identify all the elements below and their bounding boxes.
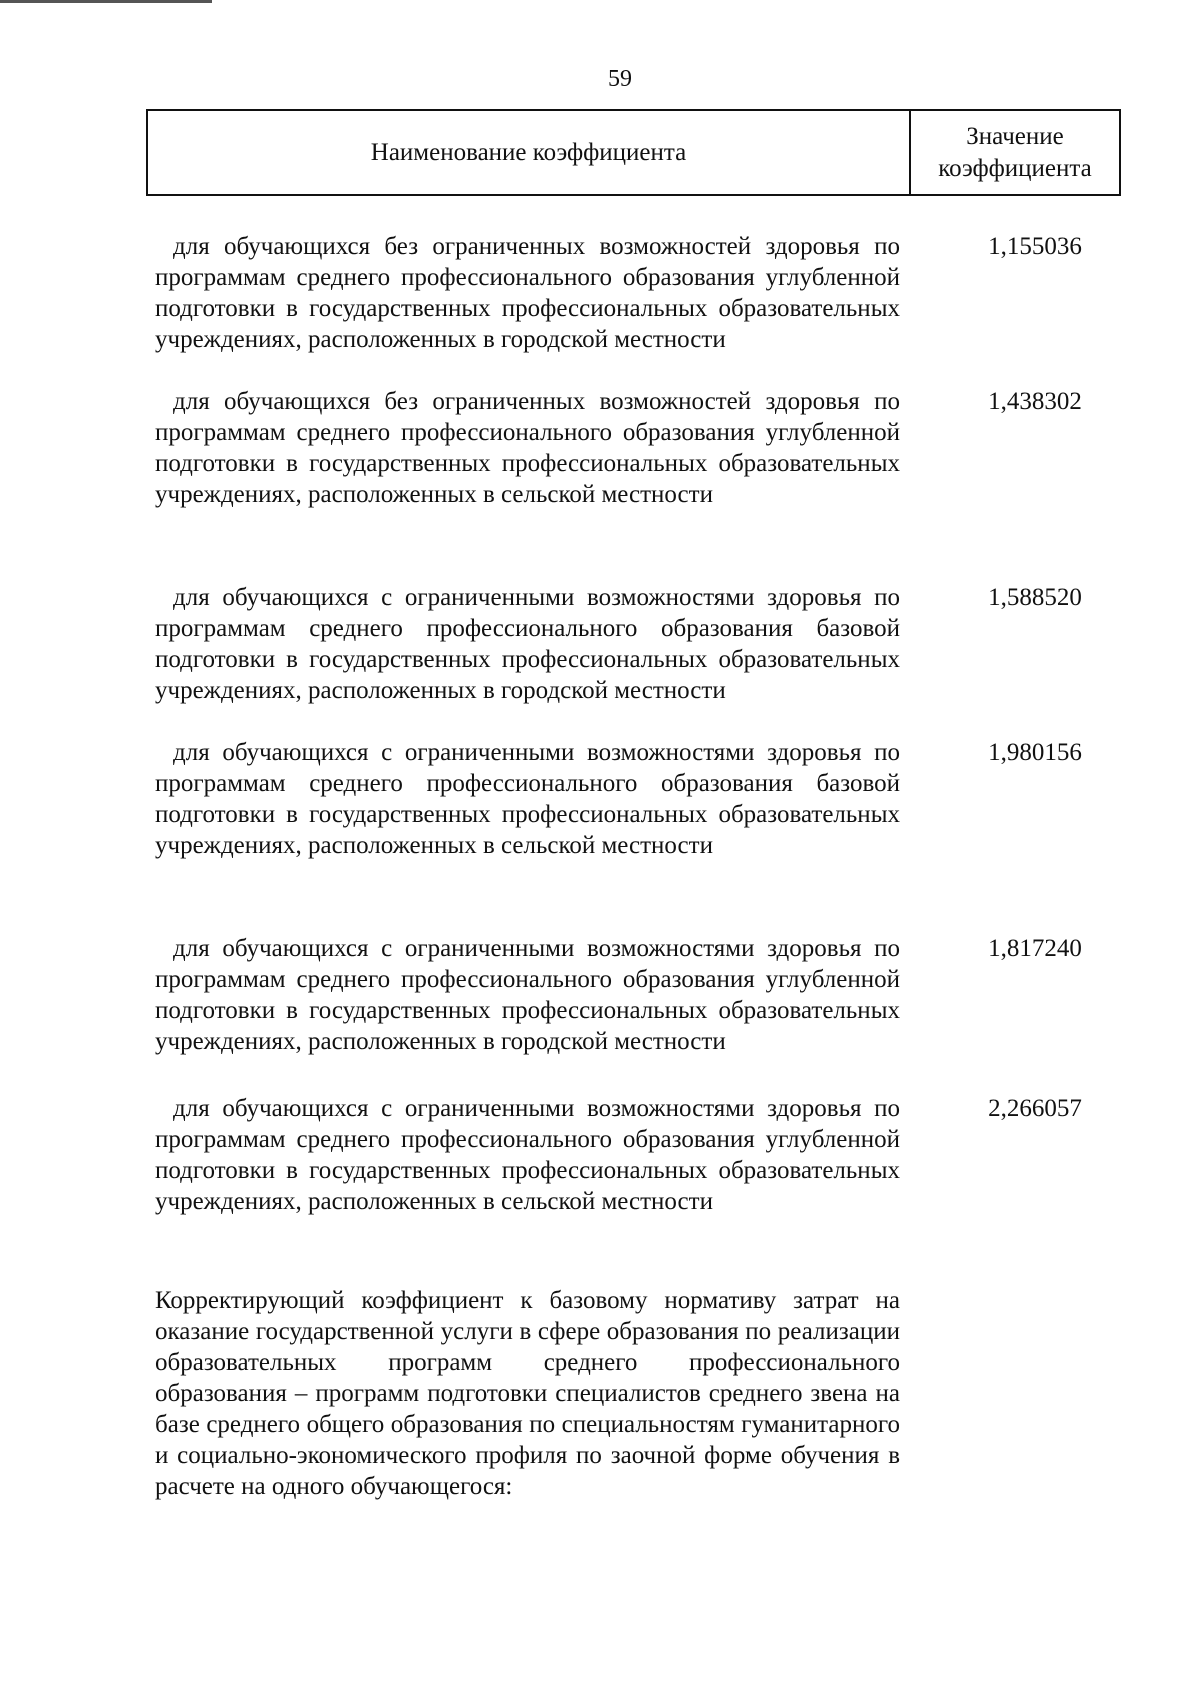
top-rule — [0, 0, 212, 3]
closing-paragraph: Корректирующий коэффициент к базовому нормативу затрат на оказание государственной услуги в сфере образования по реализации образовательных программ среднего профессионального образования – программ подготовки специалистов среднего звена на базе среднего общего образования по специальностям гуманитарного и социально-экономического профиля по заочной форме обучения в расчете на одного обучающегося: — [155, 1287, 900, 1500]
coefficient-description: для обучающихся без ограниченных возможностей здоровья по программам среднего профессионального образования углубленной подготовки в государственных профессиональных образовательных учреждениях, расположенных в городской местности — [155, 233, 900, 353]
header-value-label: Значение коэффициента — [938, 122, 1092, 182]
coefficient-value: 1,438302 — [988, 388, 1082, 415]
coefficient-description: для обучающихся с ограниченными возможностями здоровья по программам среднего профессионального образования базовой подготовки в государственных профессиональных образовательных учреждениях, расположенных в сельской местности — [155, 739, 900, 859]
coefficient-value: 2,266057 — [988, 1095, 1082, 1122]
header-name-column: Наименование коэффициента — [148, 111, 911, 194]
coefficient-value: 1,155036 — [988, 233, 1082, 260]
coefficient-description: для обучающихся с ограниченными возможностями здоровья по программам среднего профессионального образования базовой подготовки в государственных профессиональных образовательных учреждениях, расположенных в городской местности — [155, 584, 900, 704]
coefficient-description: для обучающихся с ограниченными возможностями здоровья по программам среднего профессионального образования углубленной подготовки в государственных профессиональных образовательных учреждениях, расположенных в городской местности — [155, 935, 900, 1055]
page-number: 59 — [608, 66, 632, 92]
coefficient-value: 1,817240 — [988, 935, 1082, 962]
coefficient-value: 1,980156 — [988, 739, 1082, 766]
coefficient-description: для обучающихся без ограниченных возможностей здоровья по программам среднего профессионального образования углубленной подготовки в государственных профессиональных образовательных учреждениях, расположенных в сельской местности — [155, 388, 900, 508]
coefficient-description: для обучающихся с ограниченными возможностями здоровья по программам среднего профессионального образования углубленной подготовки в государственных профессиональных образовательных учреждениях, расположенных в сельской местности — [155, 1095, 900, 1215]
header-value-column — [911, 111, 1119, 194]
table-header — [146, 109, 1121, 196]
coefficient-value: 1,588520 — [988, 584, 1082, 611]
